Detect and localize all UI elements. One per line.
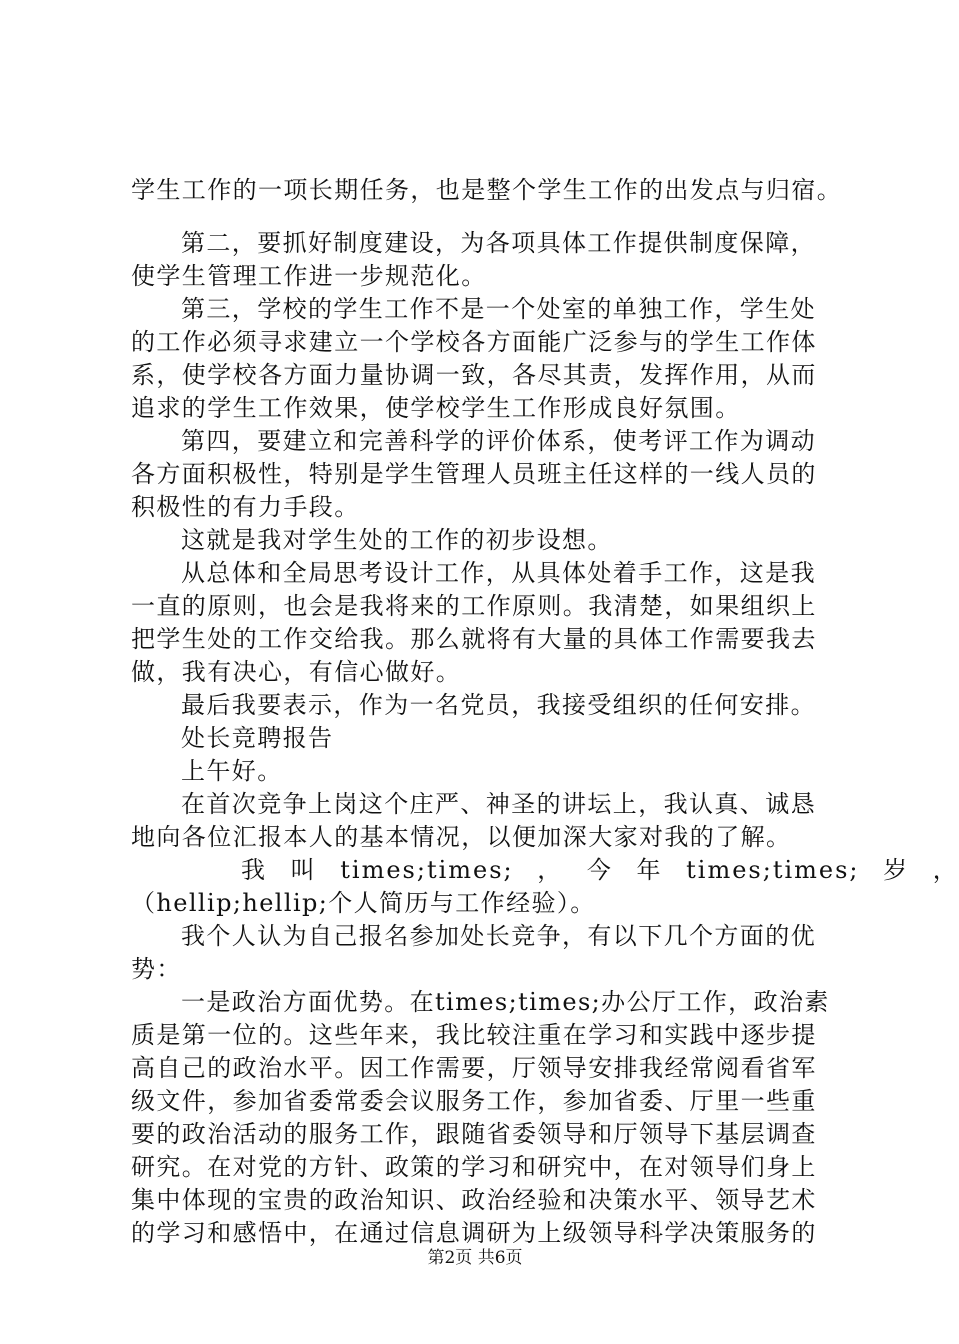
text-line: 积极性的有力手段。 — [131, 493, 360, 521]
text-line: 研究。在对党的方针、政策的学习和研究中，在对领导们身上 — [131, 1153, 817, 1181]
paragraph-gap — [131, 207, 843, 227]
text-line: 学生工作的一项长期任务，也是整个学生工作的出发点与归宿。 — [131, 176, 843, 204]
text-line: 我 叫 times;times; ， 今 年 times;times; 岁 ， — [241, 856, 959, 884]
body-text — [131, 174, 959, 1250]
text-line: 这就是我对学生处的工作的初步设想。 — [181, 526, 613, 554]
text-line: 级文件，参加省委常委会议服务工作，参加省委、厅里一些重 — [131, 1087, 817, 1115]
text-line: 第四，要建立和完善科学的评价体系，使考评工作为调动 — [181, 427, 816, 455]
text-line: 各方面积极性，特别是学生管理人员班主任这样的一线人员的 — [131, 460, 817, 488]
text-line: 在首次竞争上岗这个庄严、神圣的讲坛上，我认真、诚恳 — [181, 790, 816, 818]
text-line: 的学习和感悟中，在通过信息调研为上级领导科学决策服务的 — [131, 1219, 817, 1247]
text-line: （hellip;hellip;个人简历与工作经验）。 — [131, 889, 596, 917]
text-line: 势： — [131, 955, 182, 983]
text-line: 最后我要表示，作为一名党员，我接受组织的任何安排。 — [181, 691, 816, 719]
text-line: 追求的学生工作效果，使学校学生工作形成良好氛围。 — [131, 394, 741, 422]
text-line: 集中体现的宝贵的政治知识、政治经验和决策水平、领导艺术 — [131, 1186, 817, 1214]
text-line: 要的政治活动的服务工作，跟随省委领导和厅领导下基层调查 — [131, 1120, 817, 1148]
text-line: 把学生处的工作交给我。那么就将有大量的具体工作需要我去 — [131, 625, 817, 653]
text-line: 第二，要抓好制度建设，为各项具体工作提供制度保障， — [181, 229, 816, 257]
text-line: 我个人认为自己报名参加处长竞争，有以下几个方面的优 — [181, 922, 816, 950]
text-line: 高自己的政治水平。因工作需要，厅领导安排我经常阅看省军 — [131, 1054, 817, 1082]
text-line: 地向各位汇报本人的基本情况，以便加深大家对我的了解。 — [131, 823, 792, 851]
text-line: 上午好。 — [181, 757, 283, 785]
page-number-footer: 第2页 共6页 — [427, 1248, 523, 1268]
text-line: 第三，学校的学生工作不是一个处室的单独工作，学生处 — [181, 295, 816, 323]
text-line: 一是政治方面优势。在times;times;办公厅工作，政治素 — [181, 988, 830, 1016]
text-line: 一直的原则，也会是我将来的工作原则。我清楚，如果组织上 — [131, 592, 817, 620]
text-line: 质是第一位的。这些年来，我比较注重在学习和实践中逐步提 — [131, 1021, 817, 1049]
text-line: 做，我有决心，有信心做好。 — [131, 658, 462, 686]
text-line: 使学生管理工作进一步规范化。 — [131, 262, 487, 290]
text-line: 系，使学校各方面力量协调一致，各尽其责，发挥作用，从而 — [131, 361, 817, 389]
text-line: 从总体和全局思考设计工作，从具体处着手工作，这是我 — [181, 559, 816, 587]
text-line: 处长竞聘报告 — [181, 724, 334, 752]
text-line: 的工作必须寻求建立一个学校各方面能广泛参与的学生工作体 — [131, 328, 817, 356]
